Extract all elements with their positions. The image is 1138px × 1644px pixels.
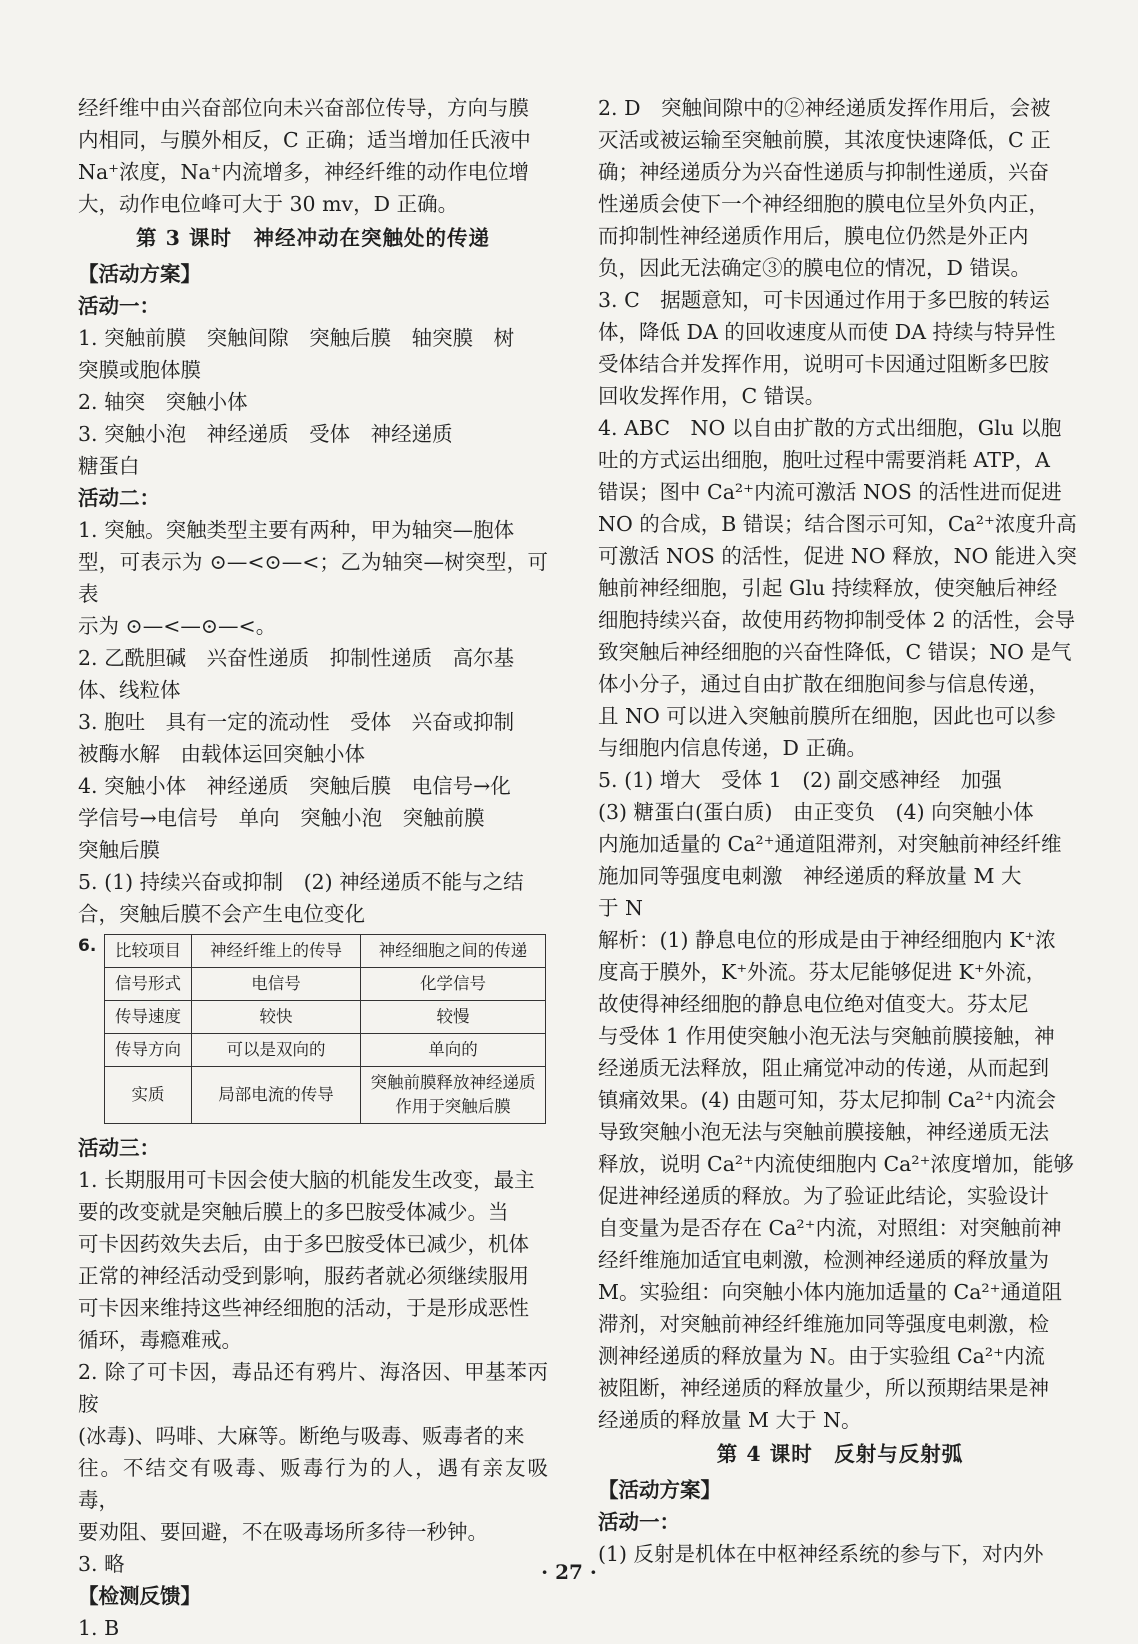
text-line: 3. 略 <box>78 1552 125 1576</box>
activity-3-heading: 活动三： <box>78 1136 160 1160</box>
text-line: 要劝阻、要回避，不在吸毒场所多待一秒钟。 <box>78 1520 488 1544</box>
text-line: 5. (1) 持续兴奋或抑制 (2) 神经递质不能与之结 <box>78 870 524 894</box>
question-number: 6. <box>78 936 97 956</box>
text-line: 于 N <box>598 896 643 920</box>
text-line: 突触后膜 <box>78 838 160 862</box>
text-line: 错误；图中 Ca²⁺内流可激活 NOS 的活性进而促进 <box>598 480 1062 504</box>
table-cell: 电信号 <box>192 968 361 1001</box>
text-line: 3. C 据题意知，可卡因通过作用于多巴胺的转运 <box>598 288 1050 312</box>
text-line: 度高于膜外，K⁺外流。芬太尼能够促进 K⁺外流， <box>598 960 1047 984</box>
lesson-4-title: 第 4 课时 反射与反射弧 <box>716 1442 964 1466</box>
text-line: 回收发挥作用，C 错误。 <box>598 384 826 408</box>
text-line: 与受体 1 作用使突触小泡无法与突触前膜接触，神 <box>598 1024 1055 1048</box>
table-cell: 实质 <box>105 1067 192 1124</box>
table-cell: 较慢 <box>361 1001 546 1034</box>
text-line: 可卡因来维持这些神经细胞的活动，于是形成恶性 <box>78 1296 529 1320</box>
table-cell: 传导速度 <box>105 1001 192 1034</box>
table-cell: 信号形式 <box>105 968 192 1001</box>
text-line: 可卡因药效失去后，由于多巴胺受体已减少，机体 <box>78 1232 529 1256</box>
text-line: 体小分子，通过自由扩散在细胞间参与信息传递， <box>598 672 1049 696</box>
comparison-table <box>104 934 546 1124</box>
text-line: 2. 乙酰胆碱 兴奋性递质 抑制性递质 高尔基 <box>78 646 515 670</box>
text-line: 镇痛效果。(4) 由题可知，芬太尼抑制 Ca²⁺内流会 <box>598 1088 1057 1112</box>
text-line: Na⁺浓度，Na⁺内流增多，神经纤维的动作电位增 <box>78 160 529 184</box>
table-cell: 较快 <box>192 1001 361 1034</box>
plan-heading: 【活动方案】 <box>78 262 201 286</box>
text-line: 突膜或胞体膜 <box>78 358 201 382</box>
text-line: 且 NO 可以进入突触前膜所在细胞，因此也可以参 <box>598 704 1056 728</box>
feedback-heading: 【检测反馈】 <box>78 1584 201 1608</box>
right-text-block <box>598 92 1082 1436</box>
text-line: 被阻断，神经递质的释放量少，所以预期结果是神 <box>598 1376 1049 1400</box>
table-header-cell: 比较项目 <box>105 935 192 968</box>
text-line: 经纤维施加适宜电刺激，检测神经递质的释放量为 <box>598 1248 1049 1272</box>
text-line: 确；神经递质分为兴奋性递质与抑制性递质，兴奋 <box>598 160 1049 184</box>
text-line: 施加同等强度电刺激 神经递质的释放量 M 大 <box>598 864 1022 888</box>
text-line: 灭活或被运输至突触前膜，其浓度快速降低，C 正 <box>598 128 1051 152</box>
text-line: 示为 ⊙—<—⊙—<。 <box>78 614 277 638</box>
text-line: 3. 胞吐 具有一定的流动性 受体 兴奋或抑制 <box>78 710 515 734</box>
text-line: 解析：(1) 静息电位的形成是由于神经细胞内 K⁺浓 <box>598 928 1056 952</box>
text-line: 循环，毒瘾难戒。 <box>78 1328 242 1352</box>
text-line: 1. 突触前膜 突触间隙 突触后膜 轴突膜 树 <box>78 326 515 350</box>
activity-2-heading: 活动二： <box>78 486 160 510</box>
text-line: 5. (1) 增大 受体 1 (2) 副交感神经 加强 <box>598 768 1002 792</box>
table-header-cell: 神经纤维上的传导 <box>192 935 361 968</box>
text-line: 自变量为是否存在 Ca²⁺内流，对照组：对突触前神 <box>598 1216 1062 1240</box>
text-line: 2. D 突触间隙中的②神经递质发挥作用后，会被 <box>598 96 1051 120</box>
text-line: 1. 长期服用可卡因会使大脑的机能发生改变，最主 <box>78 1168 535 1192</box>
text-line: 经纤维中由兴奋部位向未兴奋部位传导，方向与膜 <box>78 96 529 120</box>
table-header-row <box>105 935 546 968</box>
text-line: 糖蛋白 <box>78 454 140 478</box>
text-line: 受体结合并发挥作用，说明可卡因通过阻断多巴胺 <box>598 352 1049 376</box>
text-line: 合，突触后膜不会产生电位变化 <box>78 902 365 926</box>
activity-1-heading: 活动一： <box>598 1510 680 1534</box>
text-line: 体，降低 DA 的回收速度从而使 DA 持续与特异性 <box>598 320 1056 344</box>
left-column <box>78 92 548 1644</box>
table-cell: 局部电流的传导 <box>192 1067 361 1124</box>
table-cell: 传导方向 <box>105 1034 192 1067</box>
table-row <box>105 1001 546 1034</box>
text-line: 被酶水解 由载体运回突触小体 <box>78 742 365 766</box>
text-line: 释放，说明 Ca²⁺内流使细胞内 Ca²⁺浓度增加，能够 <box>598 1152 1074 1176</box>
text-line: 1. 突触。突触类型主要有两种，甲为轴突—胞体 <box>78 518 515 542</box>
text-line: 经递质的释放量 M 大于 N。 <box>598 1408 862 1432</box>
text-line: 内施加适量的 Ca²⁺通道阻滞剂，对突触前神经纤维 <box>598 832 1062 856</box>
table-row <box>105 1067 546 1124</box>
lesson-3-title: 第 3 课时 神经冲动在突触处的传递 <box>135 226 491 250</box>
table-cell: 可以是双向的 <box>192 1034 361 1067</box>
text-line: 触前神经细胞，引起 Glu 持续释放，使突触后神经 <box>598 576 1058 600</box>
text-line: 型，可表示为 ⊙—<⊙—<；乙为轴突—树突型，可表 <box>78 550 548 606</box>
text-line: (3) 糖蛋白(蛋白质) 由正变负 (4) 向突触小体 <box>598 800 1034 824</box>
page-number: · 27 · <box>541 1560 597 1584</box>
text-line: 滞剂，对突触前神经纤维施加同等强度电刺激，检 <box>598 1312 1049 1336</box>
text-line: 导致突触小泡无法与突触前膜接触，神经递质无法 <box>598 1120 1049 1144</box>
text-line: 可激活 NOS 的活性，促进 NO 释放，NO 能进入突 <box>598 544 1077 568</box>
text-line: 3. 突触小泡 神经递质 受体 神经递质 <box>78 422 453 446</box>
text-line: 负，因此无法确定③的膜电位的情况，D 错误。 <box>598 256 1031 280</box>
text-line: M。实验组：向突触小体内施加适量的 Ca²⁺通道阻 <box>598 1280 1062 1304</box>
text-line: 2. 轴突 突触小体 <box>78 390 248 414</box>
text-line: 内相同，与膜外相反，C 正确；适当增加任氏液中 <box>78 128 531 152</box>
table-cell: 化学信号 <box>361 968 546 1001</box>
text-line: 致突触后神经细胞的兴奋性降低，C 错误；NO 是气 <box>598 640 1072 664</box>
text-line: 与细胞内信息传递，D 正确。 <box>598 736 867 760</box>
text-line: 而抑制性神经递质作用后，膜电位仍然是外正内 <box>598 224 1029 248</box>
text-line: 正常的神经活动受到影响，服药者就必须继续服用 <box>78 1264 529 1288</box>
text-line: (1) 反射是机体在中枢神经系统的参与下，对内外 <box>598 1542 1044 1566</box>
text-line: 要的改变就是突触后膜上的多巴胺受体减少。当 <box>78 1200 509 1224</box>
table-header-cell: 神经细胞之间的传递 <box>361 935 546 968</box>
text-line: (冰毒)、吗啡、大麻等。断绝与吸毒、贩毒者的来 <box>78 1424 525 1448</box>
text-line: 测神经递质的释放量为 N。由于实验组 Ca²⁺内流 <box>598 1344 1045 1368</box>
text-line: 细胞持续兴奋，故使用药物抑制受体 2 的活性，会导 <box>598 608 1076 632</box>
text-line: 经递质无法释放，阻止痛觉冲动的传递，从而起到 <box>598 1056 1049 1080</box>
table-cell: 突触前膜释放神经递质作用于突触后膜 <box>361 1067 546 1124</box>
text-line: 吐的方式运出细胞，胞吐过程中需要消耗 ATP，A <box>598 448 1050 472</box>
text-line: 2. 除了可卡因，毒品还有鸦片、海洛因、甲基苯丙胺 <box>78 1360 548 1416</box>
plan-heading: 【活动方案】 <box>598 1478 721 1502</box>
text-line: NO 的合成，B 错误；结合图示可知，Ca²⁺浓度升高 <box>598 512 1077 536</box>
text-line: 大，动作电位峰可大于 30 mv，D 正确。 <box>78 192 459 216</box>
text-line: 促进神经递质的释放。为了验证此结论，实验设计 <box>598 1184 1049 1208</box>
table-cell: 单向的 <box>361 1034 546 1067</box>
activity-1-heading: 活动一： <box>78 294 160 318</box>
text-line: 体、线粒体 <box>78 678 181 702</box>
right-column <box>598 92 1082 1570</box>
text-line: 往。不结交有吸毒、贩毒行为的人，遇有亲友吸毒， <box>78 1456 548 1512</box>
text-line: 4. ABC NO 以自由扩散的方式出细胞，Glu 以胞 <box>598 416 1062 440</box>
text-line: 4. 突触小体 神经递质 突触后膜 电信号→化 <box>78 774 511 798</box>
question-6 <box>78 930 548 1132</box>
text-line: 性递质会使下一个神经细胞的膜电位呈外负内正， <box>598 192 1049 216</box>
text-line: 1. B <box>78 1616 120 1640</box>
text-line: 学信号→电信号 单向 突触小泡 突触前膜 <box>78 806 485 830</box>
table-row <box>105 1034 546 1067</box>
text-line: 故使得神经细胞的静息电位绝对值变大。芬太尼 <box>598 992 1029 1016</box>
table-row <box>105 968 546 1001</box>
